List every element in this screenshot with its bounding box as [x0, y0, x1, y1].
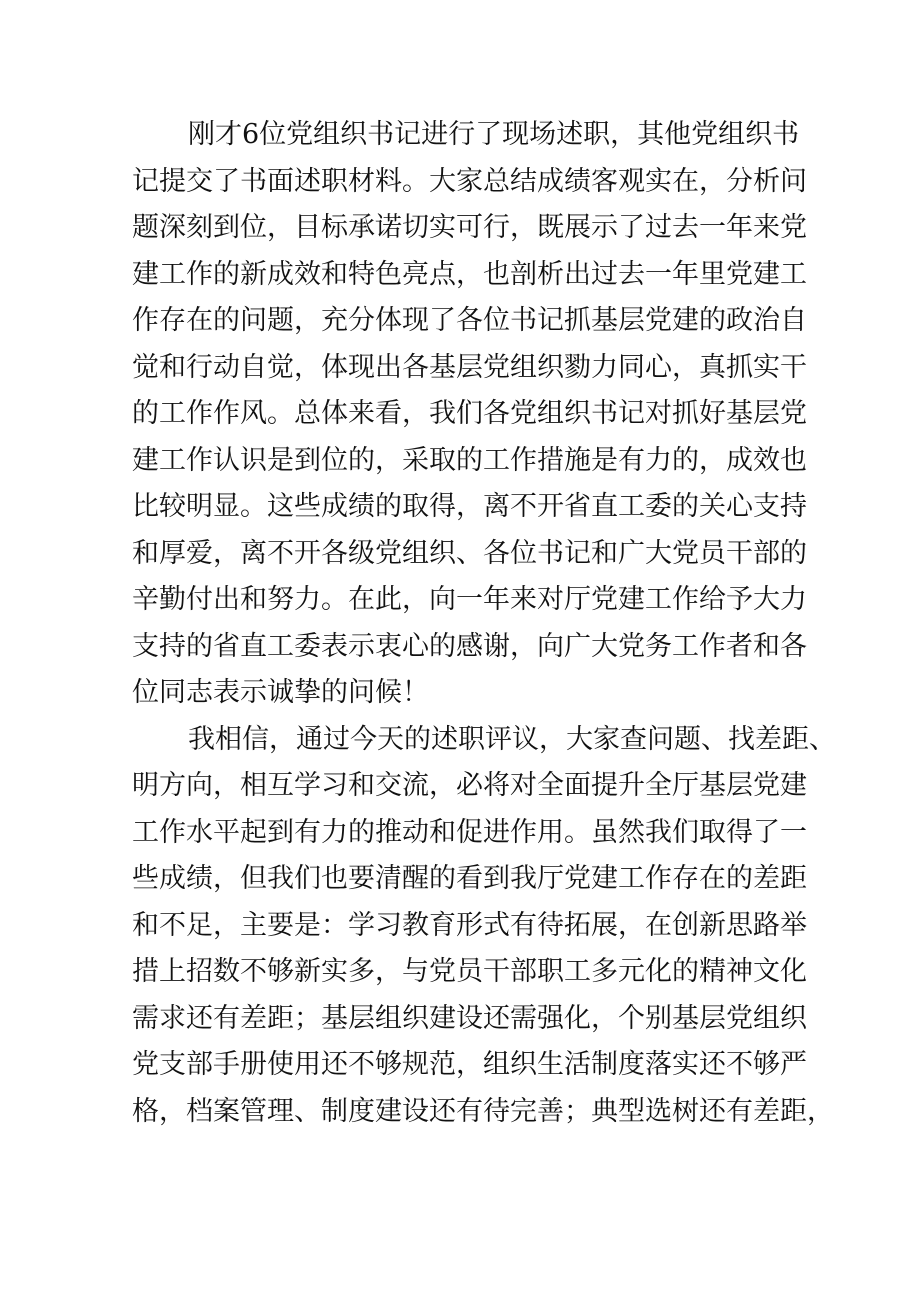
text-line: 位同志表示诚挚的问候！: [132, 677, 429, 708]
paragraph-2: [132, 717, 836, 1136]
text-line: 工作水平起到有力的推动和促进作用。虽然我们取得了一: [132, 816, 807, 848]
text-line: 刚才6位党组织书记进行了现场述职，其他党组织书: [188, 119, 800, 150]
text-line: 党支部手册使用还不够规范，组织生活制度落实还不够严: [132, 1049, 807, 1080]
text-line: 记提交了书面述职材料。大家总结成绩客观实在，分析问: [132, 165, 807, 197]
document-body: [132, 112, 836, 1135]
text-line: 些成绩，但我们也要清醒的看到我厅党建工作存在的差距: [132, 863, 807, 894]
text-line: 的工作作风。总体来看，我们各党组织书记对抓好基层党: [132, 398, 807, 429]
text-line: 措上招数不够新实多，与党员干部职工多元化的精神文化: [132, 956, 807, 987]
text-line: 我相信，通过今天的述职评议，大家查问题、找差距、: [188, 723, 836, 755]
text-line: 和厚爱，离不开各级党组织、各位书记和广大党员干部的: [132, 537, 807, 569]
text-line: 需求还有差距；基层组织建设还需强化，个别基层党组织: [132, 1002, 807, 1034]
text-line: 题深刻到位，目标承诺切实可行，既展示了过去一年来党: [132, 212, 807, 243]
text-line: 支持的省直工委表示衷心的感谢，向广大党务工作者和各: [132, 630, 807, 662]
text-line: 和不足，主要是：学习教育形式有待拓展，在创新思路举: [132, 909, 807, 941]
text-line: 建工作认识是到位的，采取的工作措施是有力的，成效也: [132, 444, 807, 476]
text-line: 觉和行动自觉，体现出各基层党组织勠力同心，真抓实干: [132, 351, 807, 383]
text-line: 明方向，相互学习和交流，必将对全面提升全厅基层党建: [132, 770, 807, 801]
text-line: 辛勤付出和努力。在此，向一年来对厅党建工作给予大力: [132, 584, 807, 615]
text-line: 作存在的问题，充分体现了各位书记抓基层党建的政治自: [132, 305, 807, 336]
text-line: 建工作的新成效和特色亮点，也剖析出过去一年里党建工: [132, 258, 807, 290]
text-line: 格，档案管理、制度建设还有待完善；典型选树还有差距，: [132, 1095, 834, 1127]
text-line: 比较明显。这些成绩的取得，离不开省直工委的关心支持: [132, 491, 807, 522]
paragraph-1: [132, 112, 807, 717]
